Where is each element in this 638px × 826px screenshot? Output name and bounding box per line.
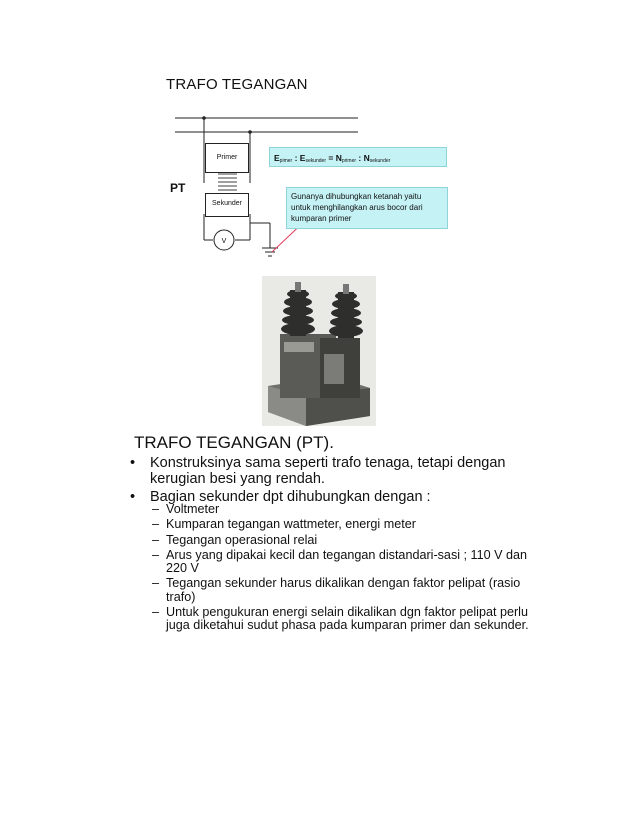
list-item: – Voltmeter: [152, 502, 220, 516]
dash-icon: –: [152, 502, 160, 516]
primer-box: Primer: [205, 143, 249, 173]
section-title: TRAFO TEGANGAN (PT).: [134, 433, 334, 452]
bullet-icon: •: [130, 455, 136, 471]
list-item: – Tegangan operasional relai: [152, 532, 318, 547]
main-bullet-list: [120, 455, 540, 507]
dash-icon: –: [152, 605, 160, 620]
dash-icon: –: [152, 547, 160, 562]
list-item: – Arus yang dipakai kecil dan tegangan distandari-sasi ; 110 V dan 220 V: [152, 547, 528, 576]
bullet-icon: •: [130, 489, 136, 505]
sub-list: [150, 503, 530, 635]
transformer-photo: [262, 276, 376, 426]
list-item: • Konstruksinya sama seperti trafo tenaga, tetapi dengan kerugian besi yang rendah.: [130, 455, 506, 487]
list-item: – Kumparan tegangan wattmeter, energi meter: [152, 517, 416, 532]
dash-icon: –: [152, 517, 160, 532]
list-item: • Bagian sekunder dpt dihubungkan dengan :: [130, 489, 431, 505]
dash-icon: –: [152, 532, 160, 547]
list-item: – Untuk pengukuran energi selain dikalikan dgn faktor pelipat perlu juga diketahui sudut phasa pada kumparan primer dan sekunder.: [152, 605, 529, 633]
sekunder-box: Sekunder: [205, 193, 249, 217]
voltmeter-label: V: [221, 238, 227, 245]
list-item: – Tegangan sekunder harus dikalikan dengan faktor pelipat (rasio trafo): [152, 576, 521, 604]
ratio-formula: $E_{pimer}$ : $E_{sekunder} = N_{primer}$ : $N_{sekunder}$: [269, 147, 447, 167]
page-title: TRAFO TEGANGAN: [166, 76, 308, 93]
transformer-core: [218, 174, 237, 190]
pt-label: PT: [170, 181, 186, 195]
grounding-note: Gunanya dihubungkan ketanah yaitu untuk menghilangkan arus bocor dari kumparan primer: [286, 187, 448, 229]
dash-icon: –: [152, 576, 160, 591]
